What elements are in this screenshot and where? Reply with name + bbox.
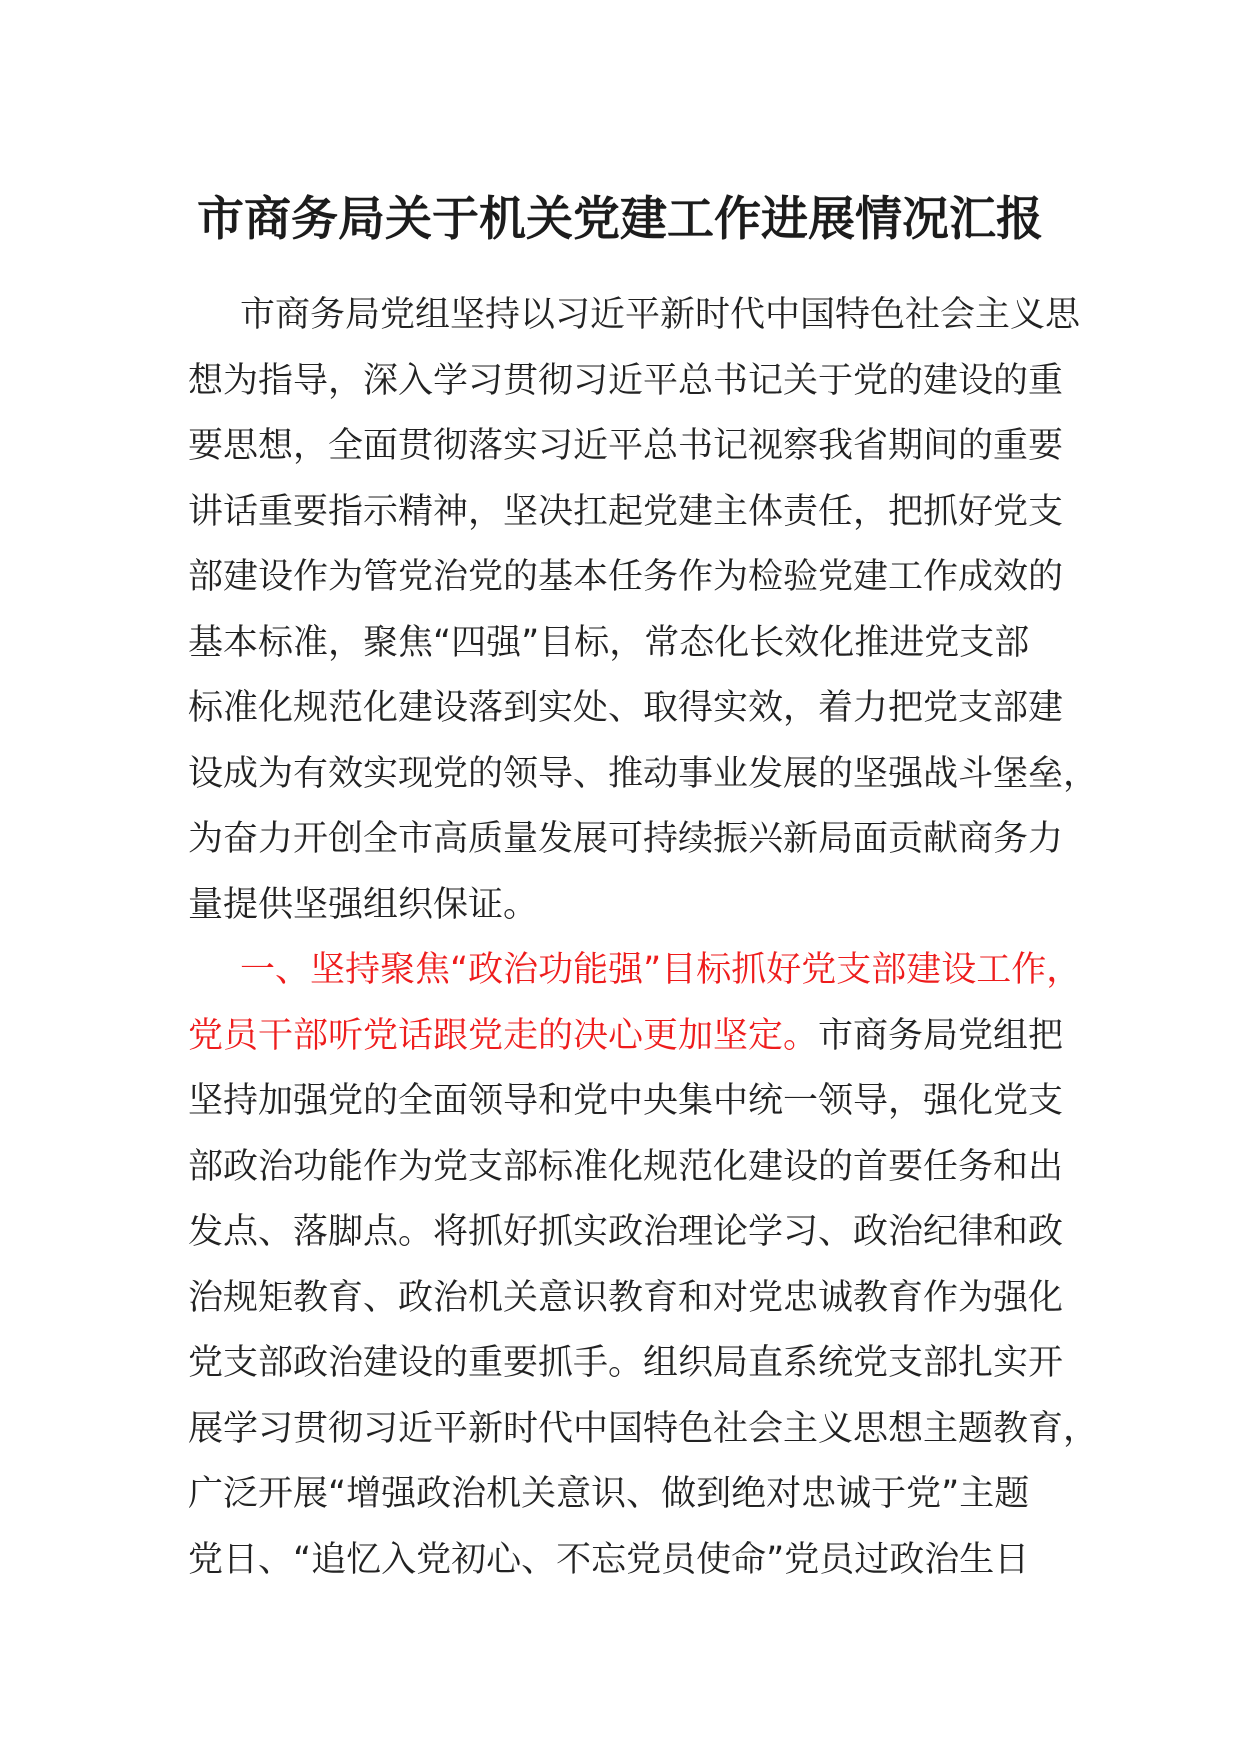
paragraph-line: 要思想，全面贯彻落实习近平总书记视察我省期间的重要 (188, 426, 1064, 466)
paragraph-line: 市商务局党组坚持以习近平新时代中国特色社会主义思 (240, 295, 1081, 335)
paragraph-line: 展学习贯彻习近平新时代中国特色社会主义思想主题教育， (188, 1408, 1099, 1449)
paragraph-line: 部政治功能作为党支部标准化规范化建设的首要任务和出 (188, 1146, 1064, 1187)
paragraph-line: 治规矩教育、政治机关意识教育和对党忠诚教育作为强化 (188, 1277, 1064, 1318)
paragraph-line: 党日、“追忆入党初心、不忘党员使命”党员过政治生日 (188, 1539, 1030, 1580)
document-title: 市商务局关于机关党建工作进展情况汇报 (197, 192, 1043, 247)
paragraph-line: 讲话重要指示精神，坚决扛起党建主体责任，把抓好党支 (188, 491, 1064, 532)
section-heading-line: 党员干部听党话跟党走的决心更加坚定。 (188, 1015, 819, 1056)
paragraph-line: 设成为有效实现党的领导、推动事业发展的坚强战斗堡垒， (188, 753, 1099, 794)
paragraph-text: 市商务局党组把 (818, 1015, 1064, 1056)
paragraph-line: 坚持加强党的全面领导和党中央集中统一领导，强化党支 (188, 1081, 1064, 1121)
paragraph-line: 想为指导，深入学习贯彻习近平总书记关于党的建设的重 (188, 360, 1064, 401)
section-heading-line: 一、坚持聚焦“政治功能强”目标抓好党支部建设工作， (240, 950, 1082, 990)
paragraph-line: 标准化规范化建设落到实处、取得实效，着力把党支部建 (188, 688, 1064, 728)
paragraph-line: 广泛开展“增强政治机关意识、做到绝对忠诚于党”主题 (188, 1474, 1030, 1514)
paragraph-line: 部建设作为管党治党的基本任务作为检验党建工作成效的 (188, 557, 1064, 597)
paragraph-line: 党支部政治建设的重要抓手。组织局直系统党支部扎实开 (188, 1343, 1064, 1383)
paragraph-line: 基本标准，聚焦“四强”目标，常态化长效化推进党支部 (188, 622, 1030, 663)
paragraph-line (188, 1004, 1064, 1070)
paragraph-line: 发点、落脚点。将抓好抓实政治理论学习、政治纪律和政 (188, 1212, 1064, 1252)
paragraph-line: 为奋力开创全市高质量发展可持续振兴新局面贡献商务力 (188, 819, 1064, 859)
paragraph-line: 量提供坚强组织保证。 (188, 884, 539, 925)
document-body (188, 283, 1099, 1593)
